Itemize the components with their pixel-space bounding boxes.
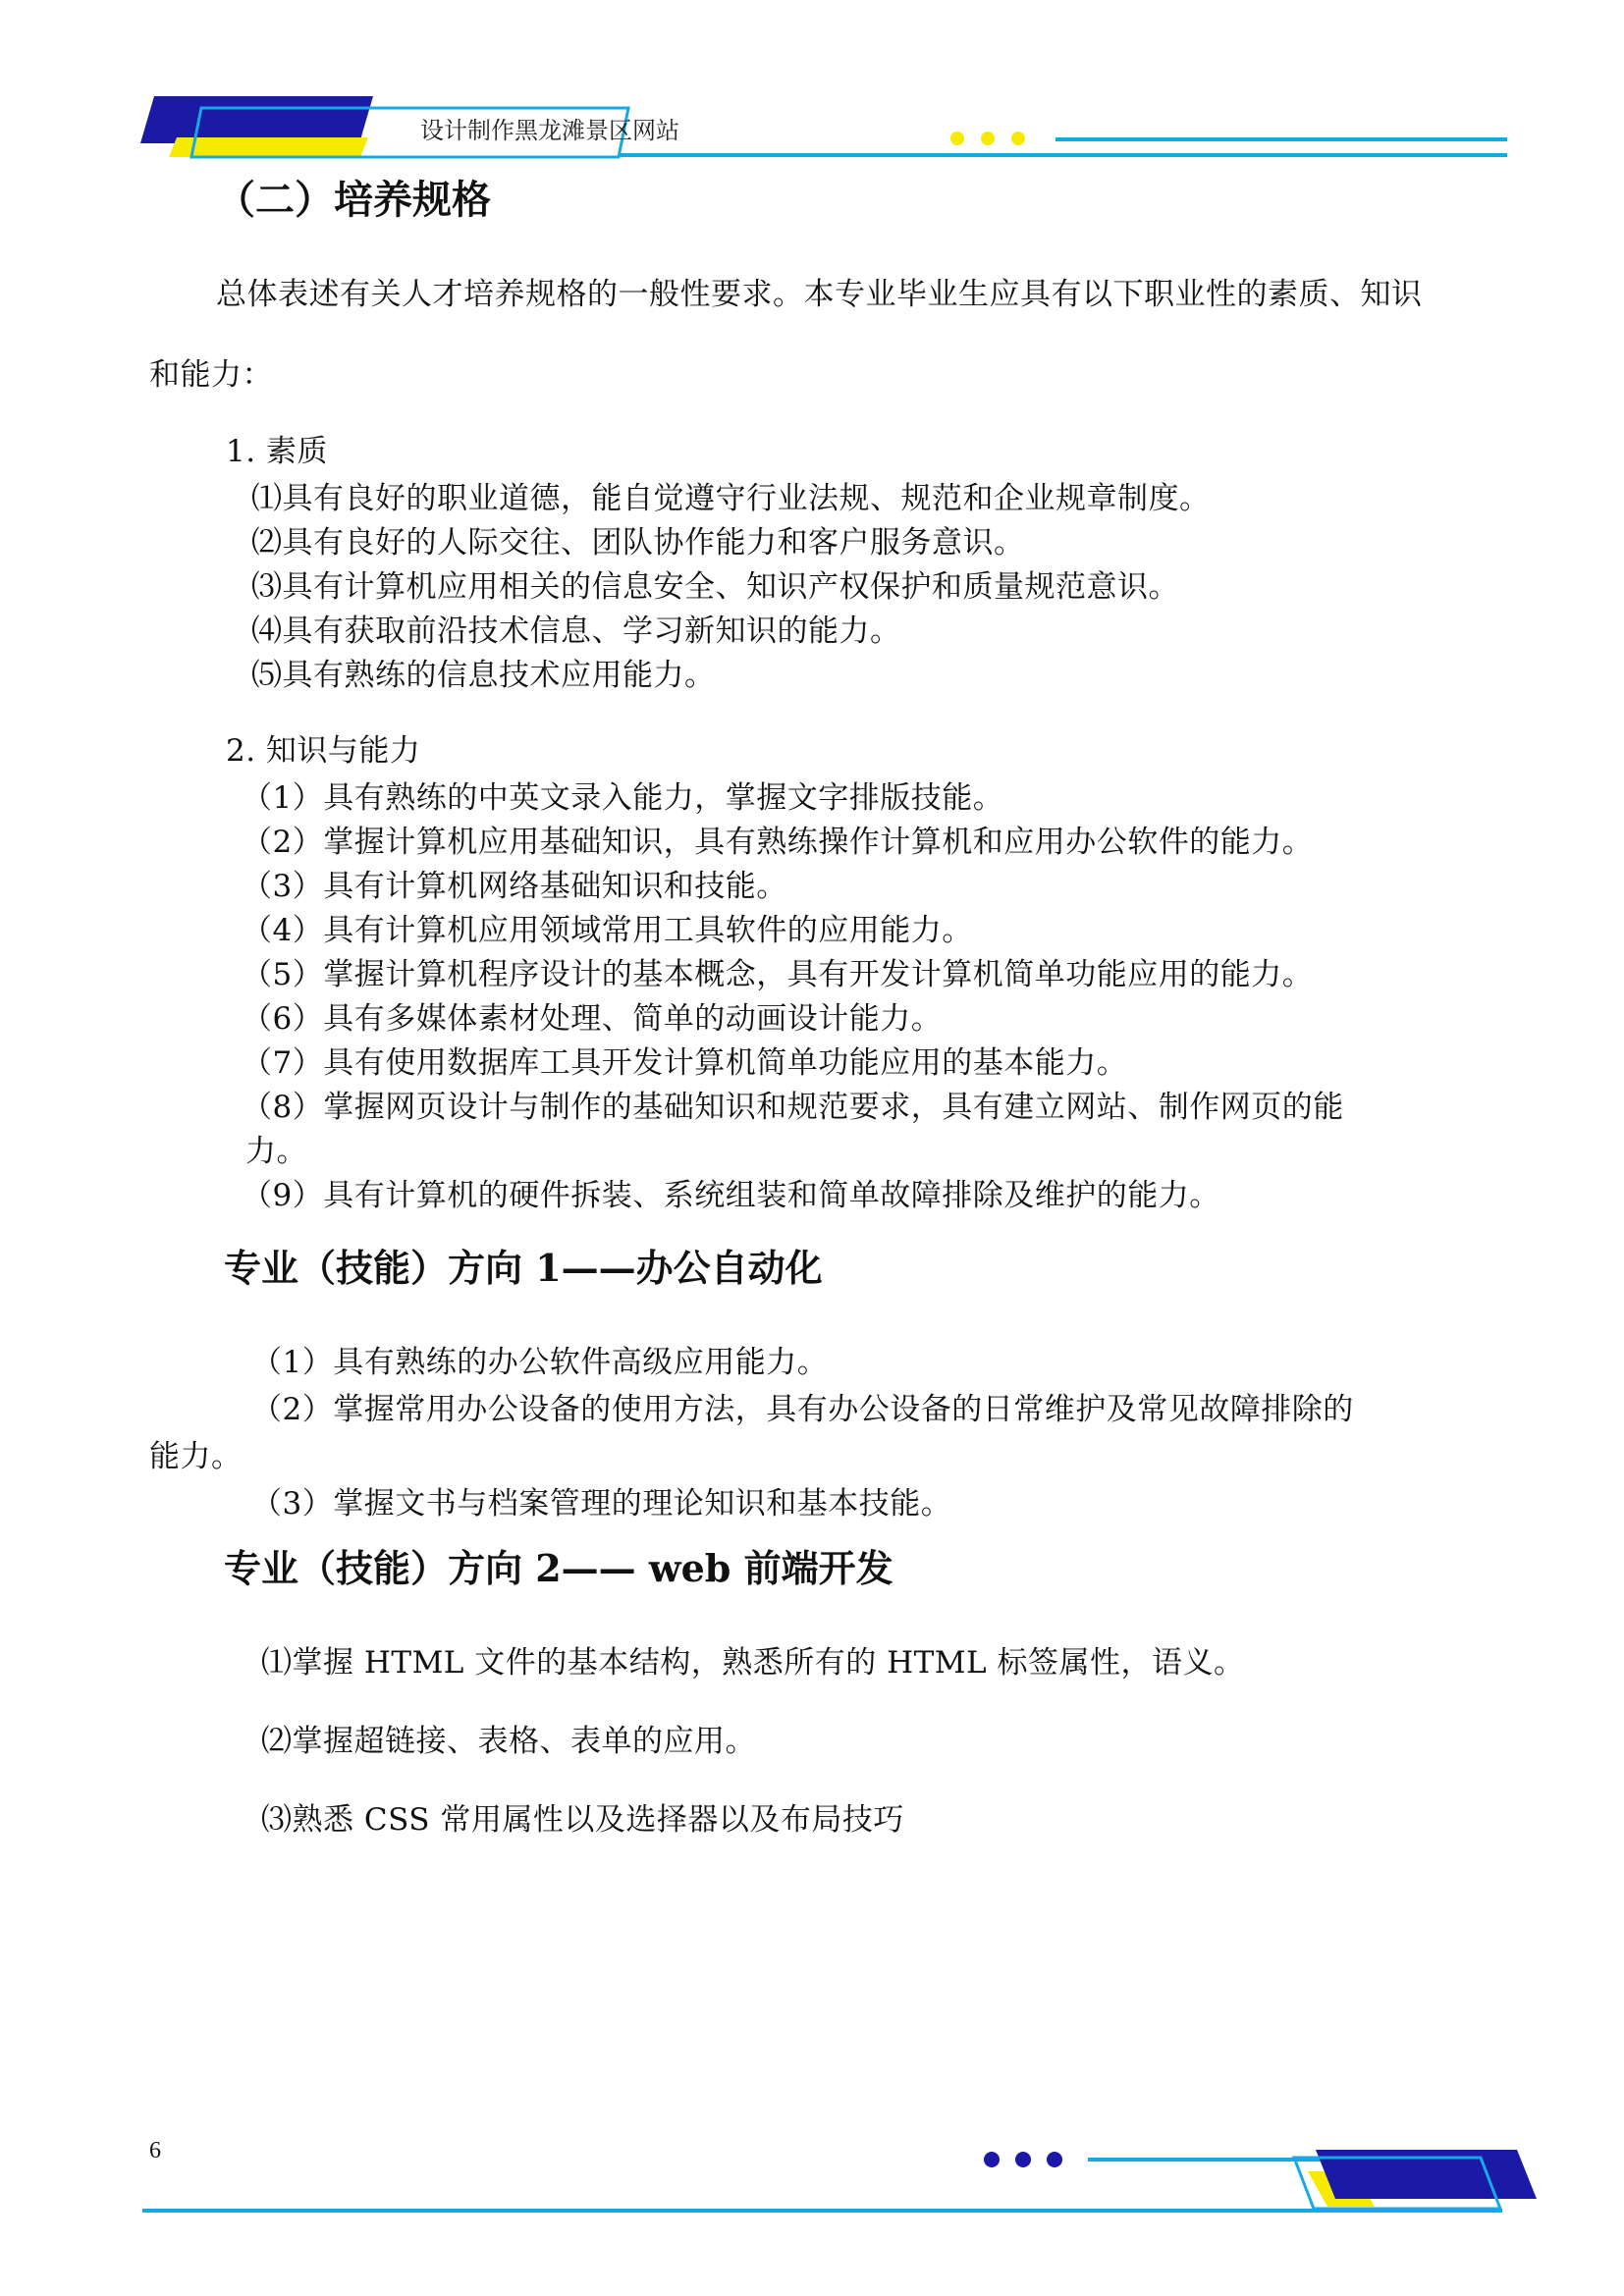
intro-line-1: 总体表述有关人才培养规格的一般性要求。本专业毕业生应具有以下职业性的素质、知识 <box>216 277 1423 312</box>
footer-decoration <box>0 2120 1624 2238</box>
list-item: ⑴具有良好的职业道德，能自觉遵守行业法规、规范和企业规章制度。 <box>251 481 1211 516</box>
intro-line-2: 和能力： <box>149 357 273 393</box>
list-item: （8）掌握网页设计与制作的基础知识和规范要求，具有建立网站、制作网页的能 <box>242 1090 1344 1125</box>
list-item: （9）具有计算机的硬件拆装、系统组装和简单故障排除及维护的能力。 <box>242 1178 1220 1213</box>
list-item: （6）具有多媒体素材处理、简单的动画设计能力。 <box>242 1001 943 1037</box>
list-item: （5）掌握计算机程序设计的基本概念，具有开发计算机简单功能应用的能力。 <box>242 957 1314 992</box>
header-dot-2 <box>981 132 995 145</box>
list-item: 力。 <box>245 1134 307 1169</box>
list-item: （2）掌握计算机应用基础知识，具有熟练操作计算机和应用办公软件的能力。 <box>242 825 1314 860</box>
quality-list <box>251 479 1211 700</box>
direction1-title: 专业（技能）方向 1——办公自动化 <box>224 1246 823 1290</box>
list-item: ⑵具有良好的人际交往、团队协作能力和客户服务意识。 <box>251 525 1025 561</box>
footer-dot-3 <box>1047 2152 1062 2167</box>
quality-title: 1. 素质 <box>226 434 328 469</box>
footer-dot-2 <box>1015 2152 1031 2167</box>
header-yellow-bar <box>169 137 368 157</box>
direction1-item-2-cont: 能力。 <box>149 1439 243 1474</box>
header-title: 设计制作黑龙滩景区网站 <box>420 117 679 144</box>
direction2-item-2: ⑵掌握超链接、表格、表单的应用。 <box>261 1724 756 1759</box>
direction2-item-3: ⑶熟悉 CSS 常用属性以及选择器以及布局技巧 <box>261 1802 904 1838</box>
list-item: （4）具有计算机应用领域常用工具软件的应用能力。 <box>242 913 973 948</box>
header-blue-bar <box>140 96 373 143</box>
knowledge-list <box>242 778 1344 1220</box>
list-item: ⑶具有计算机应用相关的信息安全、知识产权保护和质量规范意识。 <box>251 569 1179 605</box>
section-title: （二）培养规格 <box>216 177 491 223</box>
direction2-item-1: ⑴掌握 HTML 文件的基本结构，熟悉所有的 HTML 标签属性，语义。 <box>261 1645 1245 1681</box>
header-dot-1 <box>950 132 964 145</box>
footer-dot-1 <box>984 2152 1000 2167</box>
page-number: 6 <box>149 2138 161 2163</box>
direction1-item-2: （2）掌握常用办公设备的使用方法，具有办公设备的日常维护及常见故障排除的 <box>251 1392 1354 1427</box>
header-dot-3 <box>1011 132 1025 145</box>
header-decoration <box>0 0 1624 177</box>
knowledge-title: 2. 知识与能力 <box>226 733 421 769</box>
direction2-title: 专业（技能）方向 2—— web 前端开发 <box>224 1546 893 1590</box>
list-item: （1）具有熟练的中英文录入能力，掌握文字排版技能。 <box>242 780 1004 816</box>
list-item: （7）具有使用数据库工具开发计算机简单功能应用的基本能力。 <box>242 1045 1128 1081</box>
list-item: （3）具有计算机网络基础知识和技能。 <box>242 869 787 904</box>
list-item: ⑸具有熟练的信息技术应用能力。 <box>251 658 716 693</box>
direction1-item-3: （3）掌握文书与档案管理的理论知识和基本技能。 <box>251 1486 952 1522</box>
list-item: ⑷具有获取前沿技术信息、学习新知识的能力。 <box>251 614 901 649</box>
direction1-item-1: （1）具有熟练的办公软件高级应用能力。 <box>251 1345 829 1380</box>
